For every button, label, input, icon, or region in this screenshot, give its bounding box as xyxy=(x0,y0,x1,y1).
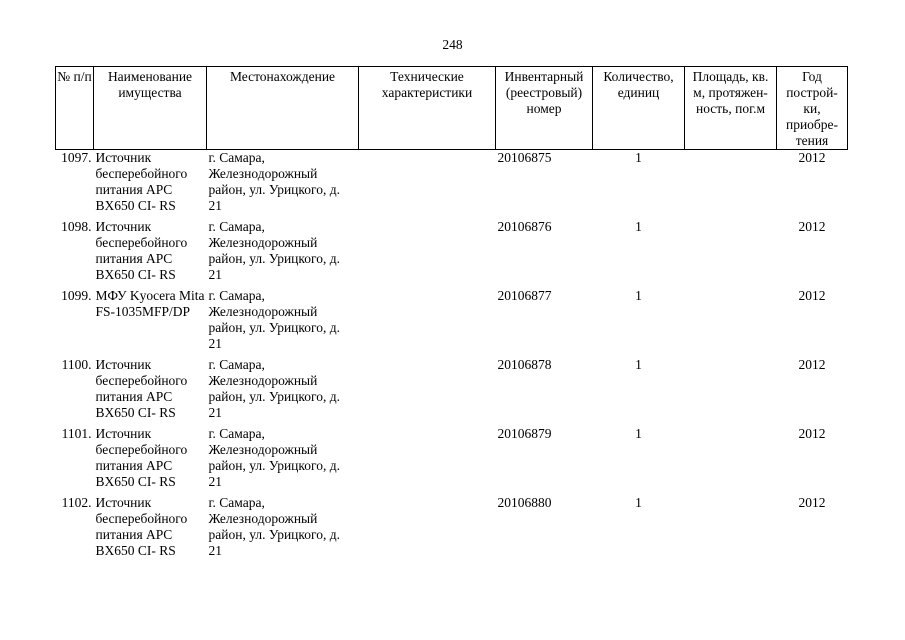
item-location: г. Самара, Железнодорожный район, ул. Урицкого, д. 21 xyxy=(208,494,340,558)
item-name: Источник бесперебойного питания APC BX650 CI- RS xyxy=(95,494,188,558)
item-area xyxy=(685,288,777,357)
row-number: 1100. xyxy=(61,356,92,372)
item-location: г. Самара, Железнодорожный район, ул. Урицкого, д. 21 xyxy=(208,218,340,282)
item-inventory-number: 20106879 xyxy=(497,425,552,441)
table-row xyxy=(56,426,848,495)
item-location: г. Самара, Железнодорожный район, ул. Урицкого, д. 21 xyxy=(208,287,340,351)
item-quantity: 1 xyxy=(635,287,642,303)
table-header-row xyxy=(56,67,848,150)
row-number: 1101. xyxy=(61,425,92,441)
table-row xyxy=(56,219,848,288)
item-specs xyxy=(359,495,496,564)
row-number: 1099. xyxy=(61,287,92,303)
item-name: Источник бесперебойного питания APC BX650 CI- RS xyxy=(95,218,188,282)
table-row xyxy=(56,357,848,426)
item-specs xyxy=(359,288,496,357)
item-name: МФУ Kyocera Mita FS-1035MFP/DP xyxy=(95,287,205,319)
table-row xyxy=(56,288,848,357)
header-inventory: Инвентарный (реестровый) номер xyxy=(496,67,593,150)
item-year: 2012 xyxy=(798,218,826,234)
row-number: 1098. xyxy=(61,218,92,234)
item-area xyxy=(685,150,777,219)
item-specs xyxy=(359,357,496,426)
header-specs: Технические характеристики xyxy=(359,67,496,150)
item-specs xyxy=(359,426,496,495)
page-number: 248 xyxy=(442,37,463,52)
item-year: 2012 xyxy=(798,287,826,303)
item-inventory-number: 20106877 xyxy=(497,287,552,303)
header-name: Наименование имущества xyxy=(94,67,207,150)
header-area: Площадь, кв. м, протяжен-ность, пог.м xyxy=(685,67,777,150)
property-registry-table xyxy=(55,66,848,564)
item-quantity: 1 xyxy=(635,425,642,441)
item-year: 2012 xyxy=(798,425,826,441)
header-year: Год построй-ки, приобре-тения xyxy=(777,67,848,150)
header-num: № п/п xyxy=(56,67,94,150)
table-row xyxy=(56,150,848,219)
item-area xyxy=(685,495,777,564)
item-year: 2012 xyxy=(798,356,826,372)
item-inventory-number: 20106875 xyxy=(497,150,552,165)
item-location: г. Самара, Железнодорожный район, ул. Урицкого, д. 21 xyxy=(208,425,340,489)
item-year: 2012 xyxy=(798,150,826,165)
table-row xyxy=(56,495,848,564)
item-location: г. Самара, Железнодорожный район, ул. Урицкого, д. 21 xyxy=(208,150,340,213)
item-area xyxy=(685,426,777,495)
header-location: Местонахождение xyxy=(207,67,359,150)
item-year: 2012 xyxy=(798,494,826,510)
item-name: Источник бесперебойного питания APC BX650 CI- RS xyxy=(95,150,188,213)
item-area xyxy=(685,357,777,426)
item-inventory-number: 20106876 xyxy=(497,218,552,234)
item-quantity: 1 xyxy=(635,150,642,165)
row-number: 1102. xyxy=(61,494,92,510)
item-inventory-number: 20106880 xyxy=(497,494,552,510)
row-number: 1097. xyxy=(61,150,92,165)
item-quantity: 1 xyxy=(635,356,642,372)
item-name: Источник бесперебойного питания APC BX650 CI- RS xyxy=(95,425,188,489)
item-quantity: 1 xyxy=(635,494,642,510)
item-inventory-number: 20106878 xyxy=(497,356,552,372)
item-specs xyxy=(359,219,496,288)
item-location: г. Самара, Железнодорожный район, ул. Урицкого, д. 21 xyxy=(208,356,340,420)
item-name: Источник бесперебойного питания APC BX650 CI- RS xyxy=(95,356,188,420)
header-quantity: Количество, единиц xyxy=(593,67,685,150)
item-specs xyxy=(359,150,496,219)
item-quantity: 1 xyxy=(635,218,642,234)
item-area xyxy=(685,219,777,288)
